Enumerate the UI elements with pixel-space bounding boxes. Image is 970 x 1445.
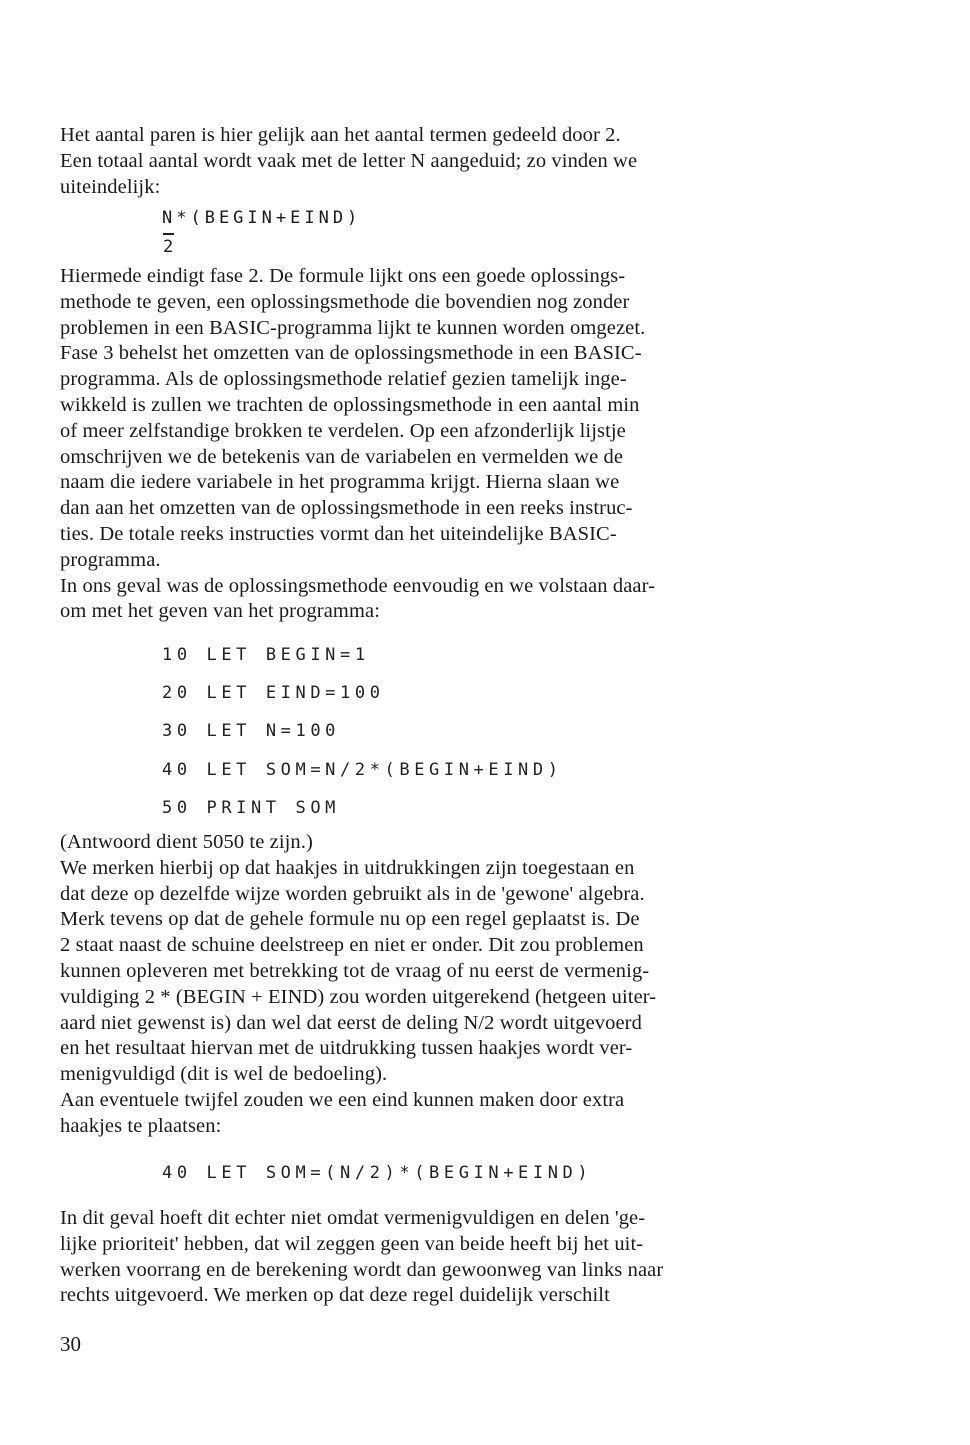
text-line: menigvuldigd (dit is wel de bedoeling). [60,1063,388,1086]
text-line: wikkeld is zullen we trachten de oplossingsmethode in een aantal min [60,393,640,416]
text-line: (Antwoord dient 5050 te zijn.) [60,831,313,853]
fraction-bar [163,233,174,235]
text-line: lijke prioriteit' hebben, dat wil zeggen geen van beide heeft bij het uit- [60,1232,644,1255]
formula-denominator: 2 [163,237,174,257]
text-line: en het resultaat hiervan met de uitdrukking tussen haakjes wordt ver- [60,1037,633,1060]
text-line: of meer zelfstandige brokken te verdelen. Op een afzonderlijk lijstje [60,419,626,442]
program-line: 50 PRINT SOM [162,798,341,818]
text-line: omschrijven we de betekenis van de variabelen en vermelden we de [60,445,624,468]
text-line: dan aan het omzetten van de oplossingsmethode in een reeks instruc- [60,497,633,520]
paragraph-intro [60,123,872,200]
text-line: Aan eventuele twijfel zouden we een eind kunnen maken door extra [60,1088,625,1111]
text-line: methode te geven, een oplossingsmethode die bovendien nog zonder [60,290,630,313]
text-line: Fase 3 behelst het omzetten van de oplossingsmethode in een BASIC- [60,342,642,365]
text-line: vuldiging 2 * (BEGIN + EIND) zou worden uitgerekend (hetgeen uiter- [60,985,657,1008]
text-line: 2 staat naast de schuine deelstreep en niet er onder. Dit zou problemen [60,934,644,957]
text-line: werken voorrang en de berekening wordt dan gewoonweg van links naar [60,1258,664,1281]
text-line: programma. [60,548,161,571]
text-line: dat deze op dezelfde wijze worden gebruikt als in de 'gewone' algebra. [60,882,645,905]
text-line: uiteindelijk: [60,175,161,198]
text-line: In ons geval was de oplossingsmethode eenvoudig en we volstaan daar- [60,574,656,597]
program-line: 10 LET BEGIN=1 [162,645,370,665]
paragraph-explanation [60,830,872,1140]
text-line: kunnen opleveren met betrekking tot de vraag of nu eerst de vermenig- [60,959,650,982]
text-line: programma. Als de oplossingsmethode relatief gezien tamelijk inge- [60,368,627,391]
paragraph-priority [60,1206,872,1309]
text-line: Merk tevens op dat de gehele formule nu op een regel geplaatst is. De [60,908,640,931]
formula-numerator: N*(BEGIN+EIND) [162,208,362,228]
text-line: rechts uitgevoerd. We merken op dat deze regel duidelijk verschilt [60,1284,610,1307]
program-line: 20 LET EIND=100 [162,683,385,703]
program-line: 30 LET N=100 [162,721,341,741]
text-line: In dit geval hoeft dit echter niet omdat vermenigvuldigen en delen 'ge- [60,1207,646,1229]
text-line: aard niet gewenst is) dan wel dat eerst de deling N/2 wordt uitgevoerd [60,1011,642,1034]
text-line: Hiermede eindigt fase 2. De formule lijkt ons een goede oplossings- [60,265,626,287]
text-line: We merken hierbij op dat haakjes in uitdrukkingen zijn toegestaan en [60,856,635,879]
text-line: Een totaal aantal wordt vaak met de letter N aangeduid; zo vinden we [60,149,638,172]
text-line: om met het geven van het programma: [60,600,381,623]
text-line: problemen in een BASIC-programma lijkt te kunnen worden omgezet. [60,316,646,339]
paragraph-phase [60,264,872,625]
text-line: haakjes te plaatsen: [60,1114,222,1137]
program-line-alt: 40 LET SOM=(N/2)*(BEGIN+EIND) [162,1163,593,1183]
program-line: 40 LET SOM=N/2*(BEGIN+EIND) [162,760,563,780]
page-number: 30 [60,1332,81,1356]
text-line: ties. De totale reeks instructies vormt dan het uiteindelijke BASIC- [60,522,617,545]
text-line: naam die iedere variabele in het programma krijgt. Hierna slaan we [60,471,620,494]
text-line: Het aantal paren is hier gelijk aan het aantal termen gedeeld door 2. [60,124,621,146]
